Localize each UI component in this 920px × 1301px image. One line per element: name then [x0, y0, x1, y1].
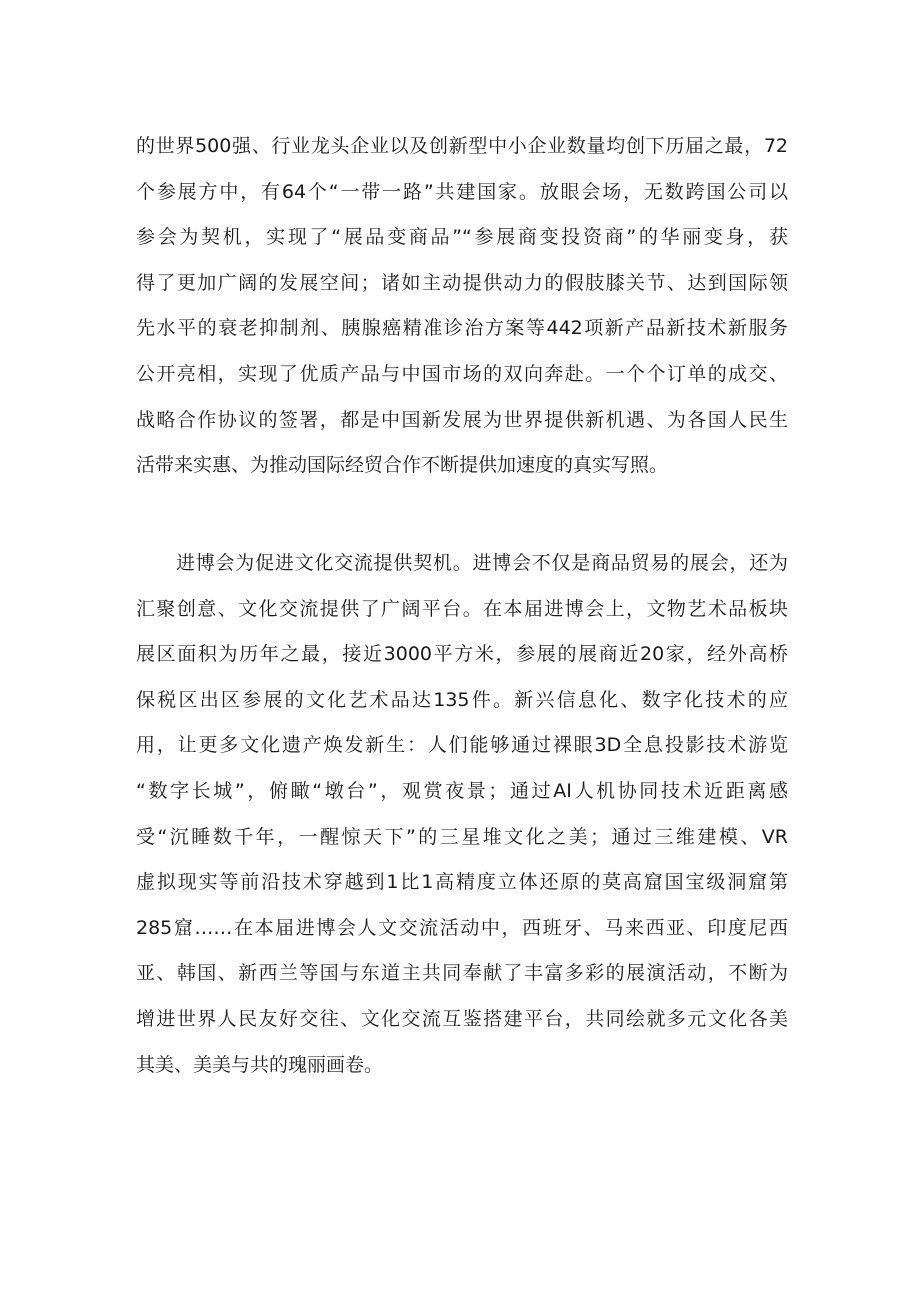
- paragraph-line: “数字长城”，俯瞰“墩台”，观赏夜景；通过AI人机协同技术近距离感: [136, 779, 788, 802]
- paragraph-line: 得了更加广阔的发展空间；诸如主动提供动力的假肢膝关节、达到国际领: [136, 271, 788, 294]
- paragraph-line: 其美、美美与共的瑰丽画卷。: [136, 1053, 384, 1076]
- paragraph-line: 亚、韩国、新西兰等国与东道主共同奉献了丰富多彩的展演活动，不断为: [136, 962, 788, 985]
- paragraph-line: 汇聚创意、文化交流提供了广阔平台。在本届进博会上，文物艺术品板块: [136, 597, 788, 620]
- paragraph-trade: [136, 124, 788, 489]
- paragraph-line: 公开亮相，实现了优质产品与中国市场的双向奔赴。一个个订单的成交、: [136, 362, 788, 385]
- paragraph-line: 285窟……在本届进博会人文交流活动中，西班牙、马来西亚、印度尼西: [136, 916, 788, 939]
- paragraph-line: 展区面积为历年之最，接近3000平方米，参展的展商近20家，经外高桥: [136, 643, 788, 666]
- paragraph-line: 进博会为促进文化交流提供契机。进博会不仅是商品贸易的展会，还为: [176, 552, 788, 574]
- paragraph-line: 增进世界人民友好交往、文化交流互鉴搭建平台，共同绘就多元文化各美: [136, 1007, 788, 1030]
- paragraph-line: 受“沉睡数千年，一醒惊天下”的三星堆文化之美；通过三维建模、VR: [136, 825, 788, 848]
- paragraph-line: 保税区出区参展的文化艺术品达135件。新兴信息化、数字化技术的应: [136, 688, 788, 711]
- paragraph-line: 战略合作协议的签署，都是中国新发展为世界提供新机遇、为各国人民生: [136, 408, 788, 431]
- paragraph-line: 的世界500强、行业龙头企业以及创新型中小企业数量均创下历届之最，72: [136, 135, 788, 157]
- paragraph-line: 用，让更多文化遗产焕发新生：人们能够通过裸眼3D全息投影技术游览: [136, 734, 788, 757]
- paragraph-line: 先水平的衰老抑制剂、胰腺癌精准诊治方案等442项新产品新技术新服务: [136, 317, 788, 340]
- paragraph-culture: [136, 541, 788, 1088]
- paragraph-line: 个参展方中，有64个“一带一路”共建国家。放眼会场，无数跨国公司以: [136, 180, 788, 203]
- paragraph-line: 虚拟现实等前沿技术穿越到1比1高精度立体还原的莫高窟国宝级洞窟第: [136, 871, 788, 894]
- paragraph-line: 参会为契机，实现了“展品变商品”“参展商变投资商”的华丽变身，获: [136, 226, 788, 249]
- paragraph-line: 活带来实惠、为推动国际经贸合作不断提供加速度的真实写照。: [136, 454, 669, 477]
